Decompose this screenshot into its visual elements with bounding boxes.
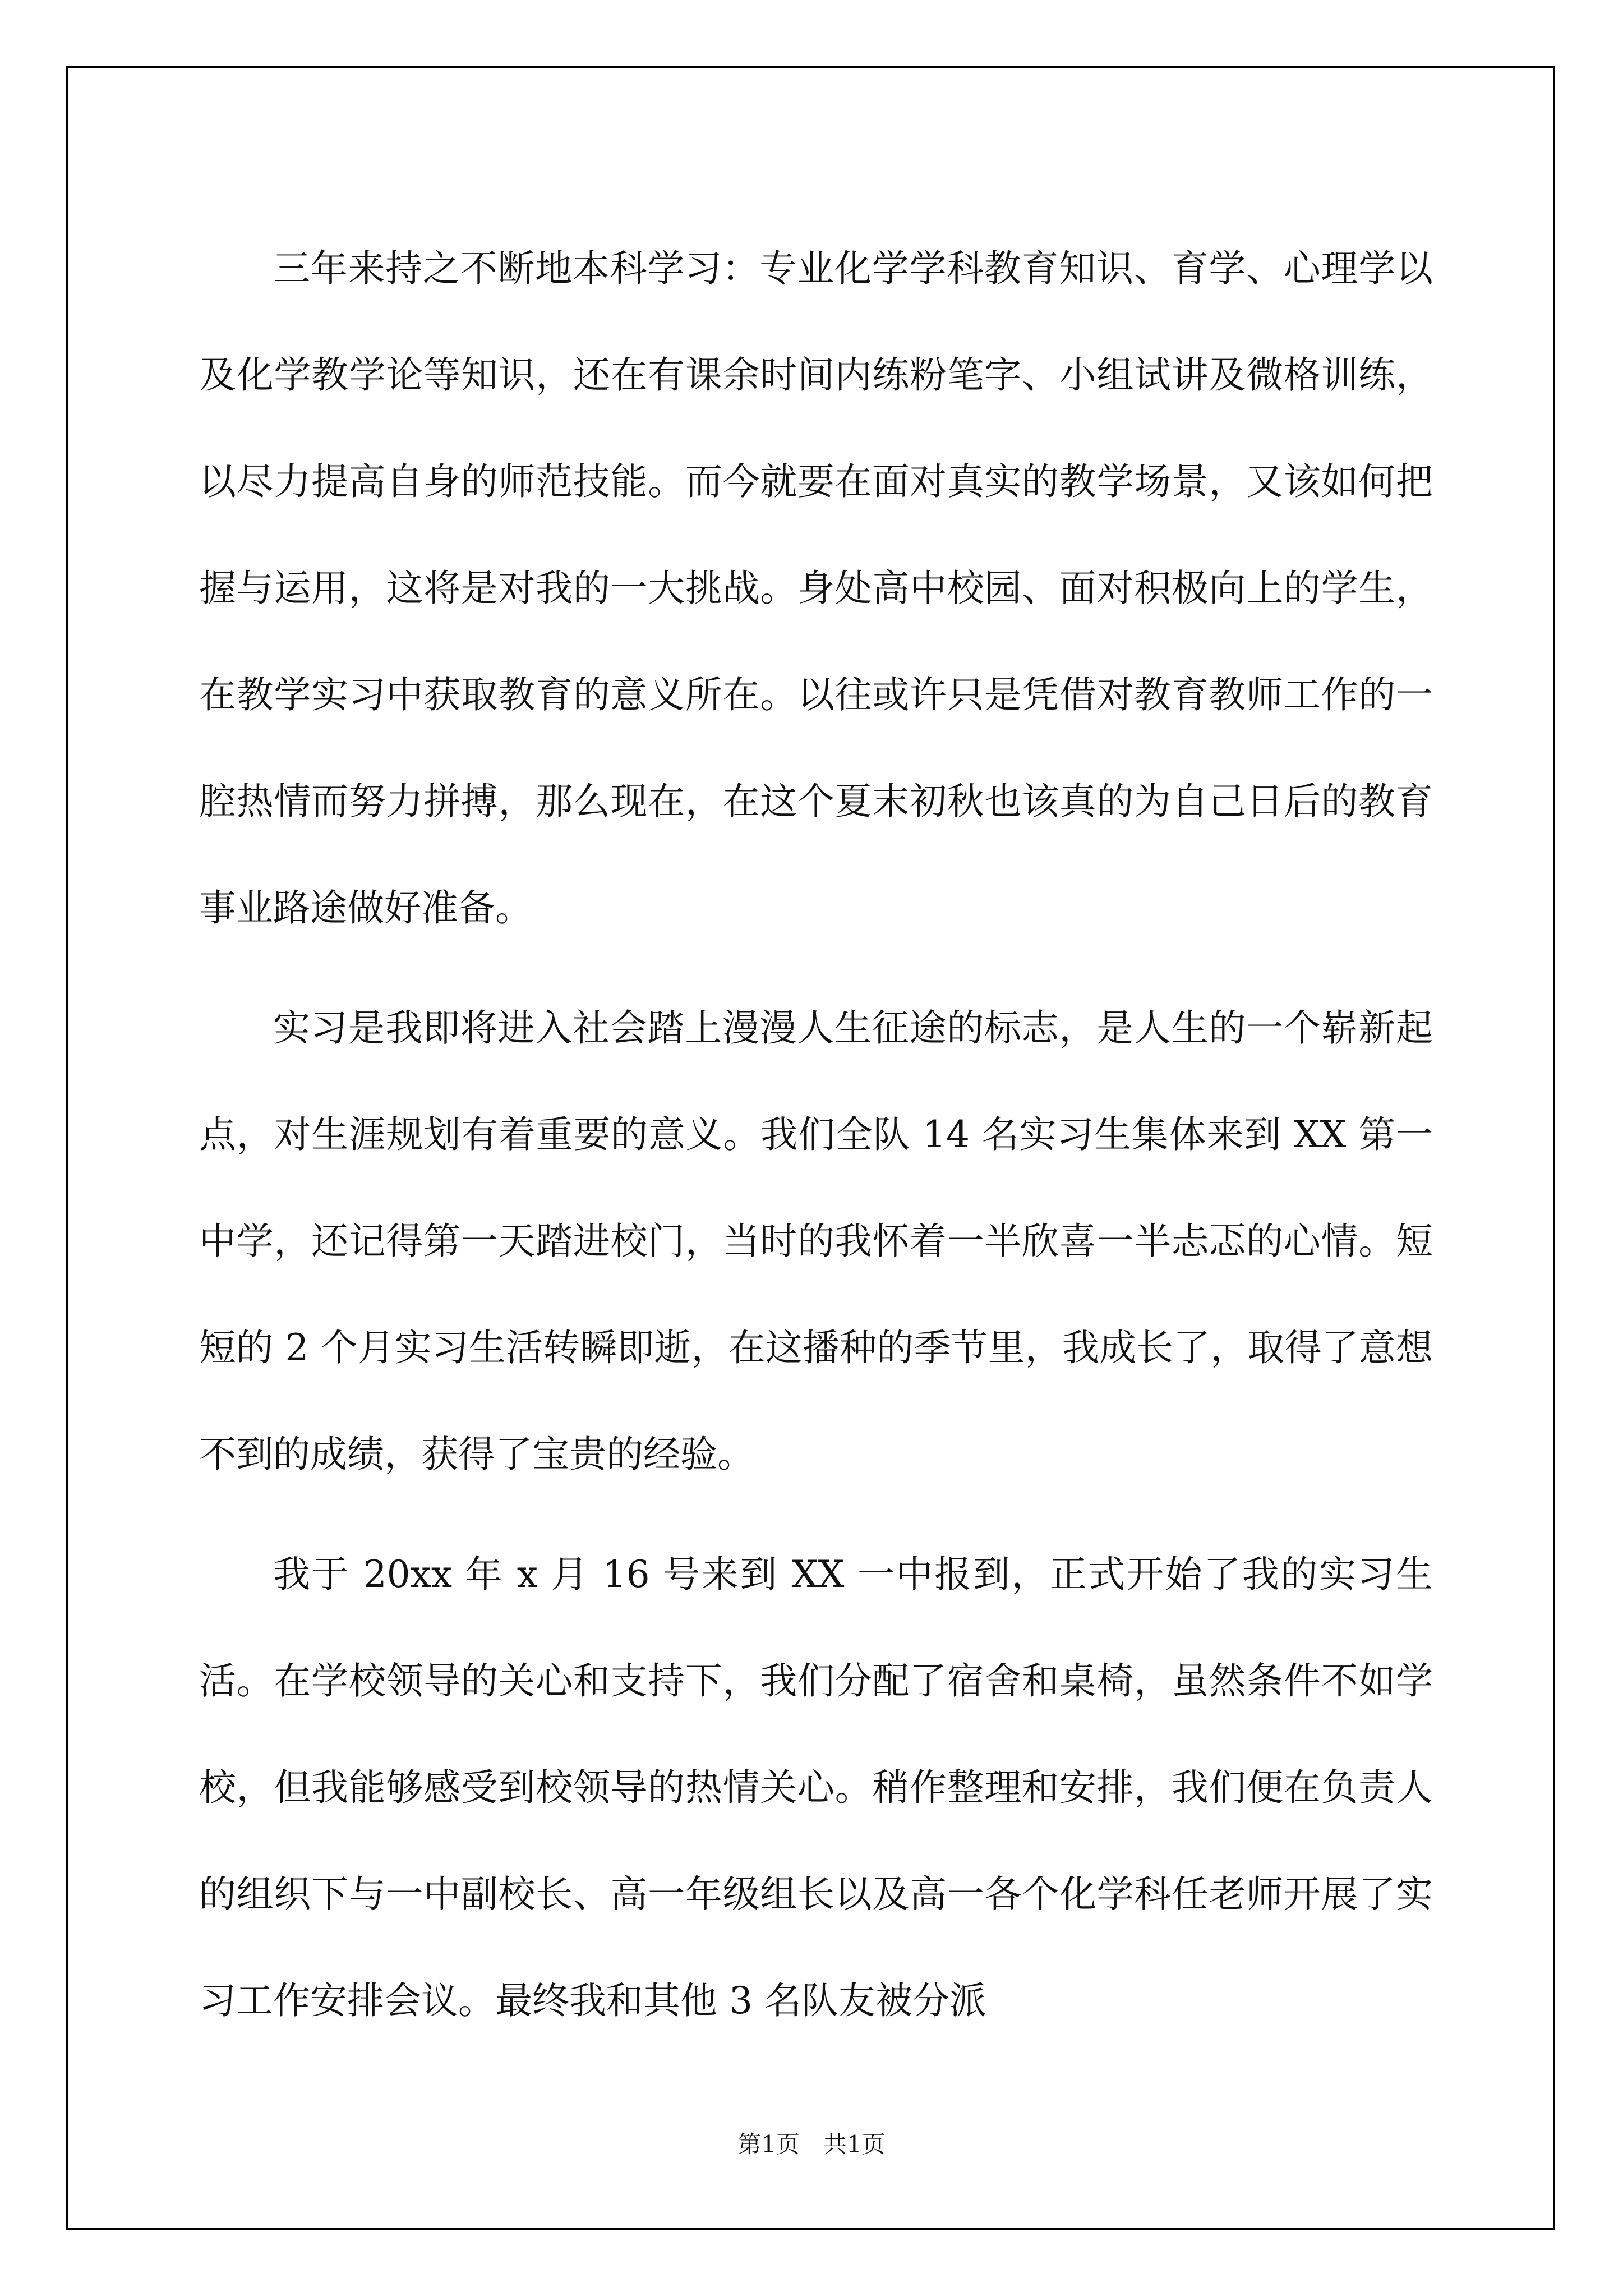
paragraph-3: 我于 20xx 年 x 月 16 号来到 XX 一中报到，正式开始了我的实习生活。在学校领导的关心和支持下，我们分配了宿舍和桌椅，虽然条件不如学校，但我能够感受到校领导的热情关心。稍作整理和安排，我们便在负责人的组织下与一中副校长、高一年级组长以及高一各个化学科任老师开展了实习工作安排会议。最终我和其他 3 名队友被分派 xyxy=(199,1553,1433,2022)
paragraph-1: 三年来持之不断地本科学习：专业化学学科教育知识、育学、心理学以及化学教学论等知识，还在有课余时间内练粉笔字、小组试讲及微格训练，以尽力提高自身的师范技能。而今就要在面对真实的教学场景，又该如何把握与运用，这将是对我的一大挑战。身处高中校园、面对积极向上的学生，在教学实习中获取教育的意义所在。以往或许只是凭借对教育教师工作的一腔热情而努力拼搏，那么现在，在这个夏末初秋也该真的为自己日后的教育事业路途做好准备。 xyxy=(199,247,1433,930)
page-footer: 第1页 共1页 xyxy=(737,2131,886,2158)
paragraph-2: 实习是我即将进入社会踏上漫漫人生征途的标志，是人生的一个崭新起点，对生涯规划有着重要的意义。我们全队 14 名实习生集体来到 XX 第一中学，还记得第一天踏进校门，当时的我怀着一半欣喜一半忐忑的心情。短短的 2 个月实习生活转瞬即逝，在这播种的季节里，我成长了，取得了意想不到的成绩，获得了宝贵的经验。 xyxy=(199,1006,1433,1476)
document-body xyxy=(199,215,1433,2068)
